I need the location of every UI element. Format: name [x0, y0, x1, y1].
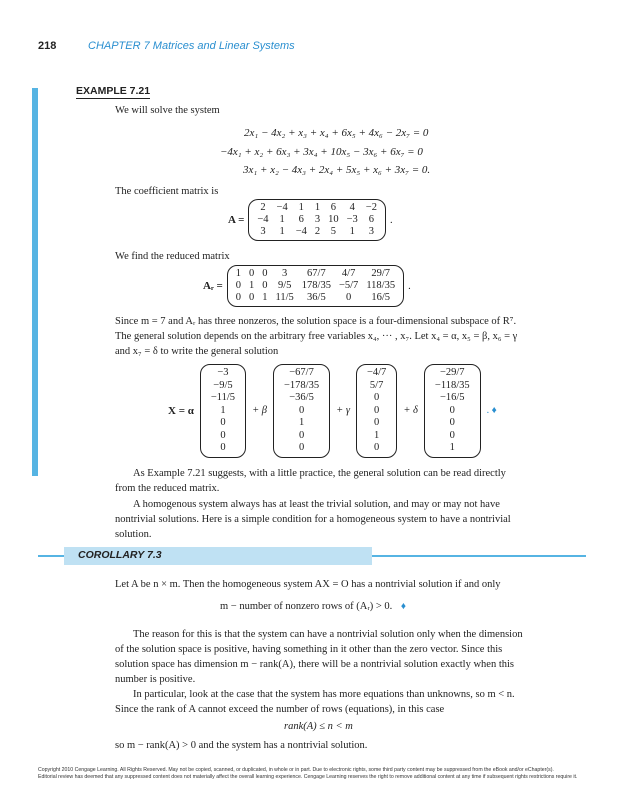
vector-4-row	[429, 417, 476, 430]
matrix-a-cell: 5	[330, 226, 336, 237]
matrix-a-cell: 3	[260, 226, 266, 237]
vector-4-row	[429, 392, 476, 405]
matrix-a-cell: 1	[279, 214, 285, 225]
reason-line-2: of the solution space is positive, having something in it other than the zero vector. Since this	[115, 644, 503, 655]
matrix-ar-label: Aᵣ =	[203, 280, 223, 292]
vector-4-row	[429, 442, 476, 455]
reason-line-3: solution space has dimension m − rank(A), there will be a nontrivial solution exactly when this	[115, 659, 515, 670]
matrix-a-row	[253, 202, 381, 214]
vector-4-cell: 1	[449, 442, 455, 453]
vector-2-row	[278, 367, 325, 380]
body-p1-line2: from the reduced matrix.	[115, 483, 220, 494]
vector-1-row	[205, 405, 241, 418]
matrix-ar-row	[232, 292, 399, 304]
matrix-ar-cell: 0	[262, 268, 268, 279]
vector-3-cell: 1	[374, 429, 380, 441]
vector-2-cell: −67/7	[289, 367, 314, 378]
vector-3-row	[361, 392, 392, 405]
vector-4-row	[429, 380, 476, 393]
vector-4-row	[429, 430, 476, 443]
vector-2-table	[278, 367, 325, 455]
matrix-ar-cell: 178/35	[301, 280, 331, 291]
vector-2-row	[278, 442, 325, 455]
example-sidebar-bar	[32, 88, 38, 476]
vector-1-row	[205, 430, 241, 443]
matrix-a-cell: 3	[368, 226, 374, 237]
vector-2-row	[278, 405, 325, 418]
matrix-a-cell: −4	[276, 202, 288, 213]
reason-line-8: so m − rank(A) > 0 and the system has a nontrivial solution.	[115, 740, 368, 751]
reason-line-5: In particular, look at the case that the system has more equations than unknowns, so m < n.	[133, 689, 515, 700]
since-line-3: and x₇ = δ to write the general solution	[115, 346, 279, 357]
vector-2-row	[278, 392, 325, 405]
vector-1-cell: −9/5	[213, 379, 233, 391]
vector-4-cell: 0	[449, 404, 455, 416]
vector-1-row	[205, 442, 241, 455]
vector-1-row	[205, 417, 241, 430]
matrix-a-cell: 2	[314, 226, 321, 237]
equation-2: −4x₁ + x₂ + 6x₃ + 3x₄ + 10x₅ − 3x₆ + 6x₇ = 0	[220, 146, 423, 158]
body-p2-line2: nontrivial solutions. Here is a simple condition for a homogeneous system to have a nontrivial	[115, 514, 511, 525]
matrix-ar-cell: 0	[235, 280, 242, 291]
vector-1-row	[205, 380, 241, 393]
since-line-2: The general solution depends on the arbitrary free variables x₄, ··· , x₇. Let x₄ = α, x₅ = β, x₆ = γ	[115, 331, 518, 342]
vector-3-cell: 0	[374, 417, 380, 428]
matrix-ar-cell: 9/5	[277, 280, 292, 291]
vector-2-cell: 0	[298, 442, 305, 453]
matrix-a-cell: 4	[349, 202, 355, 213]
matrix-ar-cell: 16/5	[371, 292, 391, 303]
vector-3-cell: 0	[374, 392, 380, 403]
coefficient-matrix: A = 2 −4 1 1 6 4 −2 −4 1 6 3 10 −3 6 3 1 −4 2 5 1 3 .	[228, 199, 393, 241]
matrix-ar-cell: 1	[262, 292, 268, 303]
matrix-a-cell: −4	[295, 226, 307, 237]
equation-3: 3x₁ + x₂ − 4x₃ + 2x₄ + 5x₅ + x₆ + 3x₇ = 0.	[243, 164, 431, 176]
vector-1-table	[205, 367, 241, 455]
corollary-statement: Let A be n × m. Then the homogeneous system AX = O has a nontrivial solution if and only	[115, 579, 501, 590]
corollary-diamond-icon: ♦	[400, 601, 407, 612]
end-diamond-icon: . ♦	[486, 405, 497, 417]
matrix-a-table	[253, 202, 381, 238]
reduced-matrix: Aᵣ = 1 0 0 3 67/7 4/7 29/7 0 1 0 9/5 178/35 −5/7 118/35 0 0 1 11/5 36/5 0 16/5 .	[203, 265, 411, 307]
vector-4-cell: −16/5	[439, 392, 465, 403]
matrix-ar-row	[232, 280, 399, 292]
vector-3-cell: 5/7	[369, 379, 384, 391]
matrix-ar-cell: 0	[235, 292, 242, 303]
vector-4-table	[429, 367, 476, 455]
footer-line-2: Editorial review has deemed that any suppressed content does not materially affect the overall learning experience. Cengage Learning reserves the right to remove additional content at any time if subsequent rights restrictions require it.	[38, 774, 578, 780]
vector-3	[356, 364, 397, 458]
vector-4-cell: −118/35	[434, 379, 470, 391]
solution-x-label: X = α	[168, 404, 194, 417]
matrix-ar-cell: 36/5	[307, 292, 326, 303]
matrix-a-cell: 1	[349, 226, 355, 237]
vector-3-row	[361, 380, 392, 393]
matrix-ar-cell: 11/5	[275, 292, 294, 303]
vector-4	[424, 364, 481, 458]
matrix-a-bracket	[248, 199, 386, 241]
matrix-a-cell: 1	[279, 226, 285, 237]
page-number: 218	[38, 40, 57, 52]
vector-3-row	[361, 405, 392, 418]
matrix-ar-cell: −5/7	[338, 280, 359, 291]
equation-1: 2x₁ − 4x₂ + x₃ + x₄ + 6x₅ + 4x₆ − 2x₇ = 0	[244, 127, 429, 139]
reason-line-6: Since the rank of A cannot exceed the number of rows (equations), in this case	[115, 704, 445, 715]
matrix-ar-cell: 67/7	[307, 268, 326, 279]
chapter-title: CHAPTER 7 Matrices and Linear Systems	[88, 40, 295, 52]
matrix-ar-cell: 0	[262, 280, 268, 291]
reason-line-1: The reason for this is that the system can have a nontrivial solution only when the dimension	[133, 629, 523, 640]
body-p2-line1: A homogenous system always has at least the trivial solution, and may or may not have	[133, 499, 500, 510]
coef-delta: + δ	[403, 405, 418, 417]
vector-1	[200, 364, 246, 458]
vector-2-cell: 0	[298, 429, 305, 441]
example-intro: We will solve the system	[115, 105, 220, 116]
coefficient-text: The coefficient matrix is	[115, 186, 219, 197]
matrix-ar-cell: 3	[282, 268, 288, 279]
body-p1-line1: As Example 7.21 suggests, with a little practice, the general solution can be read directly	[133, 468, 506, 479]
vector-3-cell: −4/7	[366, 367, 387, 378]
vector-1-cell: 0	[220, 417, 226, 428]
vector-4-cell: −29/7	[439, 367, 465, 378]
vector-2-row	[278, 417, 325, 430]
vector-1-cell: 0	[220, 429, 226, 441]
vector-4-cell: 0	[449, 429, 455, 441]
footer-line-1: Copyright 2010 Cengage Learning. All Rights Reserved. May not be copied, scanned, or duplicated, in whole or in part. Due to electronic rights, some third party content may be suppressed from the eBook and/or eChapter(s).	[38, 767, 554, 773]
vector-4-cell: 0	[449, 417, 455, 428]
vector-3-row	[361, 442, 392, 455]
example-title: EXAMPLE 7.21	[76, 85, 151, 97]
matrix-ar-table	[232, 268, 399, 304]
vector-2	[273, 364, 330, 458]
rank-inequality: rank(A) ≤ n < m	[284, 721, 353, 732]
vector-4-row	[429, 367, 476, 380]
vector-4-row	[429, 405, 476, 418]
matrix-a-cell: 1	[298, 202, 304, 213]
reason-line-4: number is positive.	[115, 674, 196, 685]
matrix-a-cell: 6	[330, 202, 336, 213]
vector-1-row	[205, 392, 241, 405]
vector-1-cell: 0	[220, 442, 226, 453]
matrix-ar-cell: 118/35	[366, 280, 396, 291]
corollary-title: COROLLARY 7.3	[78, 549, 162, 561]
vector-2-cell: 0	[298, 404, 305, 416]
vector-1-row	[205, 367, 241, 380]
matrix-a-row	[253, 226, 381, 238]
matrix-ar-row	[232, 268, 399, 280]
vector-2-cell: −36/5	[289, 392, 314, 403]
matrix-ar-cell: 0	[346, 292, 352, 303]
matrix-ar-cell: 4/7	[341, 268, 356, 279]
matrix-a-label: A =	[228, 214, 245, 226]
body-p2-line3: solution.	[115, 529, 152, 540]
vector-1-cell: −3	[217, 367, 229, 378]
since-line-1: Since m = 7 and Aᵣ has three nonzeros, the solution space is a four-dimensional subspace of R⁷.	[115, 316, 517, 327]
vector-1-cell: −11/5	[210, 392, 236, 403]
matrix-a-cell: 10	[328, 214, 339, 225]
reduced-text: We find the reduced matrix	[115, 251, 230, 262]
general-solution	[168, 364, 497, 458]
vector-3-row	[361, 367, 392, 380]
vector-3-cell: 0	[374, 404, 380, 416]
vector-1-cell: 1	[220, 404, 226, 416]
matrix-ar-cell: 1	[235, 268, 242, 279]
matrix-a-cell: 6	[368, 214, 374, 225]
matrix-a-cell: −3	[346, 214, 358, 225]
vector-2-cell: 1	[298, 417, 305, 428]
matrix-a-cell: 6	[298, 214, 304, 225]
matrix-ar-cell: 0	[249, 292, 255, 303]
coef-beta: + β	[252, 405, 268, 417]
vector-2-cell: −178/35	[284, 379, 320, 391]
vector-3-row	[361, 417, 392, 430]
matrix-a-cell: 3	[314, 214, 321, 225]
vector-3-row	[361, 430, 392, 443]
vector-2-row	[278, 380, 325, 393]
matrix-ar-cell: 0	[249, 268, 255, 279]
matrix-a-cell: 2	[260, 202, 266, 213]
vector-3-cell: 0	[374, 442, 380, 453]
matrix-ar-cell: 1	[249, 280, 255, 291]
matrix-a-cell: −2	[365, 202, 377, 213]
coef-gamma: + γ	[336, 405, 350, 417]
matrix-a-cell: −4	[257, 214, 269, 225]
matrix-ar-bracket	[227, 265, 404, 307]
matrix-a-row	[253, 214, 381, 226]
corollary-condition	[220, 600, 406, 614]
matrix-ar-cell: 29/7	[371, 268, 391, 279]
vector-3-table	[361, 367, 392, 455]
vector-2-row	[278, 430, 325, 443]
matrix-a-cell: 1	[314, 202, 321, 213]
corollary-condition-text: m − number of nonzero rows of (Aᵣ) > 0.	[220, 601, 393, 612]
